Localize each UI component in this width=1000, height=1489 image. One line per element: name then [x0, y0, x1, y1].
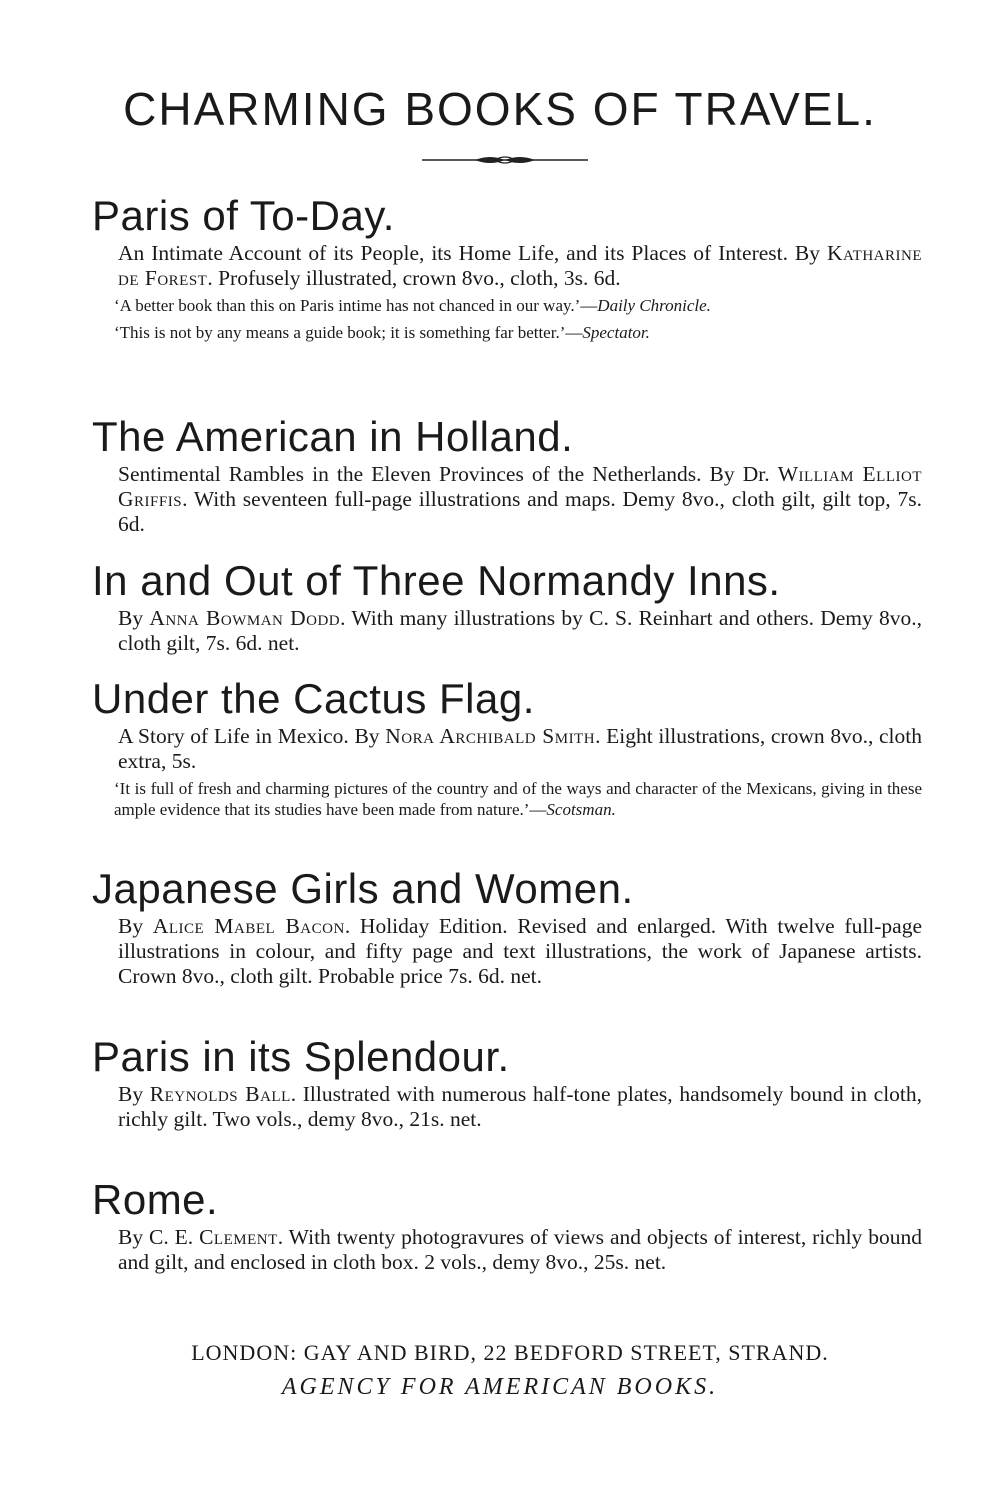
author-name: Reynolds Ball [149, 1082, 291, 1106]
publisher-address: LONDON: GAY AND BIRD, 22 BEDFORD STREET, STRAND. [191, 1340, 829, 1365]
description-text: By [118, 914, 153, 938]
publisher-footer [0, 1340, 1000, 1401]
description-text: . Holiday Edition. Revised and enlarged. With twelve full-page illustrations in colour, and fifty page and text illustrations, the work of Japanese artists. Crown 8vo., cloth gilt. Probable price 7s. 6d. net. [118, 914, 923, 988]
author-name: Clement [199, 1225, 278, 1249]
book-title: In and Out of Three Normandy Inns. [92, 557, 781, 604]
review-quote [114, 322, 922, 343]
book-description [118, 724, 922, 774]
book-description [118, 241, 922, 291]
book-description [118, 606, 922, 656]
quote-text: ‘This is not by any means a guide book; it is something far better.’— [114, 323, 583, 342]
description-text: . Illustrated with numerous half-tone plates, handsomely bound in cloth, richly gilt. Two vols., demy 8vo., 21s. net. [118, 1082, 923, 1131]
author-name: Alice Mabel Bacon [152, 914, 345, 938]
author-name: Nora Archibald Smith [385, 724, 596, 748]
review-quote [114, 295, 922, 316]
page-title: CHARMING BOOKS OF TRAVEL. [123, 83, 877, 135]
description-text: By [118, 1082, 150, 1106]
book-entry [92, 558, 922, 656]
book-entry [92, 414, 922, 537]
agency-line: AGENCY FOR AMERICAN BOOKS. [281, 1374, 719, 1400]
review-quote [114, 778, 922, 820]
description-text: By C. E. [118, 1225, 200, 1249]
book-title: The American in Holland. [92, 413, 574, 460]
book-entry [92, 193, 922, 343]
description-text: . With seventeen full-page illustrations and maps. Demy 8vo., cloth gilt, gilt top, 7s. 6d. [118, 487, 922, 536]
book-entry [92, 866, 922, 989]
quote-text: ‘It is full of fresh and charming pictures of the country and of the ways and character of the Mexicans, giving in these ample evidence that its studies have been made from nature.’— [114, 779, 922, 819]
author-name: William Elliot Griffis [118, 462, 922, 511]
description-text: . With many illustrations by C. S. Reinhart and others. Demy 8vo., cloth gilt, 7s. 6d. net. [118, 606, 922, 655]
description-text: Sentimental Rambles in the Eleven Provinces of the Netherlands. By Dr. [118, 462, 778, 486]
book-title: Rome. [92, 1176, 219, 1223]
quote-source: Scotsman. [546, 800, 616, 819]
author-name: Katharine de Forest [118, 241, 922, 290]
description-text: . Eight illustrations, crown 8vo., cloth extra, 5s. [118, 724, 922, 773]
ornament-divider [420, 150, 590, 170]
description-text: . Profusely illustrated, crown 8vo., cloth, 3s. 6d. [207, 266, 621, 290]
book-title: Under the Cactus Flag. [92, 675, 535, 722]
book-description [118, 1225, 922, 1275]
book-entry [92, 1034, 922, 1132]
quote-text: ‘A better book than this on Paris intime has not chanced in our way.’— [114, 296, 598, 315]
quote-source: Daily Chronicle. [597, 296, 711, 315]
book-title: Paris of To-Day. [92, 192, 395, 239]
book-entry [92, 1177, 922, 1275]
book-description [118, 914, 922, 989]
description-text: . With twenty photogravures of views and objects of interest, richly bound and gilt, and enclosed in cloth box. 2 vols., demy 8vo., 25s. net. [118, 1225, 922, 1274]
book-entry [92, 676, 922, 820]
book-description [118, 462, 922, 537]
description-text: An Intimate Account of its People, its Home Life, and its Places of Interest. By [118, 241, 827, 265]
book-description [118, 1082, 922, 1132]
book-title: Paris in its Splendour. [92, 1033, 510, 1080]
author-name: Anna Bowman Dodd [149, 606, 341, 630]
quote-source: Spectator. [582, 323, 650, 342]
book-title: Japanese Girls and Women. [92, 865, 634, 912]
description-text: A Story of Life in Mexico. By [118, 724, 386, 748]
description-text: By [118, 606, 150, 630]
